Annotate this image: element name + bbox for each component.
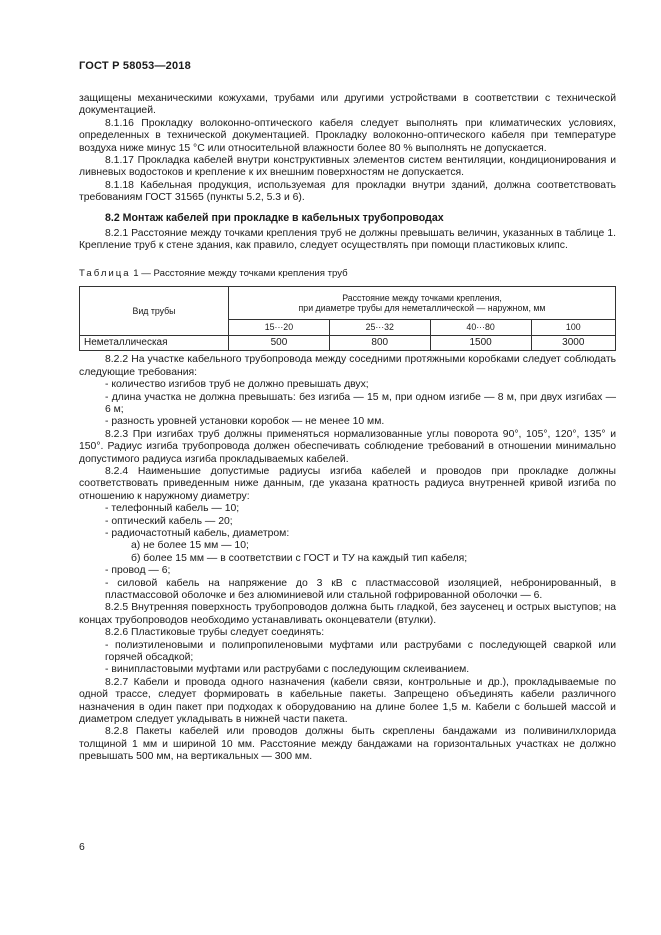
column-header-distance-text: Расстояние между точками крепления, при диаметре трубы для неметаллической — наружном, мм xyxy=(298,292,546,314)
diameter-cell: 15···20 xyxy=(229,320,330,336)
pipe-type-cell: Неметаллическая xyxy=(80,335,229,351)
diameter-cell: 25···32 xyxy=(329,320,430,336)
body-paragraphs xyxy=(79,354,616,763)
list-item: - провод — 6; xyxy=(105,565,171,577)
list-item: - оптический кабель — 20; xyxy=(105,515,233,527)
list-item: - количество изгибов труб не должно превышать двух; xyxy=(105,379,369,391)
paragraph: 8.2.6 Пластиковые трубы следует соединять: xyxy=(105,627,325,639)
distance-value-cell: 500 xyxy=(229,335,330,351)
paragraph-8-1-16: 8.1.16 Прокладку волоконно-оптического кабеля следует выполнять при климатических условиях, определенных в технической документацией. Прокладку волоконно-оптического кабеля при температуре воздуха ниже минус 15 °С или относительной влажности более 80 % выполнять не допускается. xyxy=(79,117,616,154)
column-header-pipe-type: Вид трубы xyxy=(80,287,229,336)
list-item: - телефонный кабель — 10; xyxy=(105,503,240,515)
list-item: - винипластовыми муфтами или раструбами с последующим склеиванием. xyxy=(105,664,470,676)
paragraph: 8.2.5 Внутренняя поверхность трубопроводов должна быть гладкой, без заусенец и острых выступов; на концах трубопроводов необходимо устанавливать оконцеватели (втулки). xyxy=(79,602,616,626)
document-body xyxy=(79,93,616,764)
paragraph: 8.2.7 Кабели и провода одного назначения (кабели связи, контрольные и др.), прокладываемые по одной трассе, следует формировать в кабельные пакеты. Запрещено объединять кабели различного назначения в один пакет при подходах к оборудованию на длине более 1,5 м. Кабели с большей массой и диаметром следует укладывать в нижней части пакета. xyxy=(79,676,616,726)
table-caption-word: Таблица xyxy=(79,267,131,279)
diameter-cell: 100 xyxy=(531,320,615,336)
paragraph: 8.2.3 При изгибах труб должны применяться нормализованные углы поворота 90°, 105°, 120°, 135° и 150°. Радиус изгиба трубопровода должен обеспечивать соблюдение требований в отношении минимально допустимого радиуса изгиба прокладываемых кабелей. xyxy=(79,428,616,465)
distance-value-cell: 800 xyxy=(329,335,430,351)
section-heading: 8.2 Монтаж кабелей при прокладке в кабельных трубопроводах xyxy=(105,211,444,224)
list-item: - разность уровней установки коробок — не менее 10 мм. xyxy=(105,416,385,428)
distance-value-cell: 3000 xyxy=(531,335,615,351)
paragraph-8-1-17: 8.1.17 Прокладка кабелей внутри конструктивных элементов систем вентиляции, кондиционирования и ливневых водостоков и крепление к их внешним поверхностям не допускается. xyxy=(79,155,616,179)
standard-header: ГОСТ Р 58053—2018 xyxy=(79,60,191,72)
table-row xyxy=(80,335,616,351)
paragraph: 8.2.8 Пакеты кабелей или проводов должны быть скреплены бандажами из поливинилхлорида толщиной 1 мм и шириной 10 мм. Расстояние между бандажами на горизонтальных участках не должно превышать 500 мм, на вертикальных — 300 мм. xyxy=(79,726,616,763)
table-caption-text: 1 — Расстояние между точками крепления труб xyxy=(133,267,348,279)
list-item: - длина участка не должна превышать: без изгиба — 15 м, при одном изгибе — 8 м, при двух изгибах — 6 м; xyxy=(105,391,616,415)
table-header-row xyxy=(80,287,616,320)
paragraph-8-2-1: 8.2.1 Расстояние между точками крепления труб не должны превышать величин, указанных в таблице 1. Крепление труб к стене здания, как правило, следует осуществлять при помощи пластиковых клипс. xyxy=(79,228,616,252)
distance-value-cell: 1500 xyxy=(430,335,531,351)
diameter-cell: 40···80 xyxy=(430,320,531,336)
paragraph-8-1-18: 8.1.18 Кабельная продукция, используемая для прокладки внутри зданий, должна соответствовать требованиям ГОСТ 31565 (пункты 5.2, 5.3 и 6). xyxy=(79,179,616,204)
pipe-distance-table xyxy=(79,286,616,351)
paragraph: 8.2.2 На участке кабельного трубопровода между соседними протяжными коробками следует соблюдать следующие требования: xyxy=(79,354,616,378)
list-item: - полиэтиленовыми и полипропиленовыми муфтами или раструбами с последующей сваркой или горячей обсадкой; xyxy=(105,639,616,664)
list-item: а) не более 15 мм — 10; xyxy=(131,540,249,552)
page-number: 6 xyxy=(79,842,85,853)
paragraph: 8.2.4 Наименьшие допустимые радиусы изгиба кабелей и проводов при прокладке должны соответствовать приведенным ниже данным, где указана кратность радиуса внутренней кривой изгиба по отношению к наружному диаметру: xyxy=(79,465,616,502)
table-caption xyxy=(79,268,616,280)
list-item: б) более 15 мм — в соответствии с ГОСТ и ТУ на каждый тип кабеля; xyxy=(131,552,468,564)
paragraph-continuation: защищены механическими кожухами, трубами или другими устройствами в соответствии с технической документацией. xyxy=(79,93,616,117)
list-item: - радиочастотный кабель, диаметром: xyxy=(105,527,290,539)
list-item: - силовой кабель на напряжение до 3 кВ с пластмассовой изоляцией, небронированный, в пластмассовой оболочке и без алюминиевой или стальной гофрированной оболочки — 6. xyxy=(105,577,616,601)
column-header-distance xyxy=(229,287,616,320)
